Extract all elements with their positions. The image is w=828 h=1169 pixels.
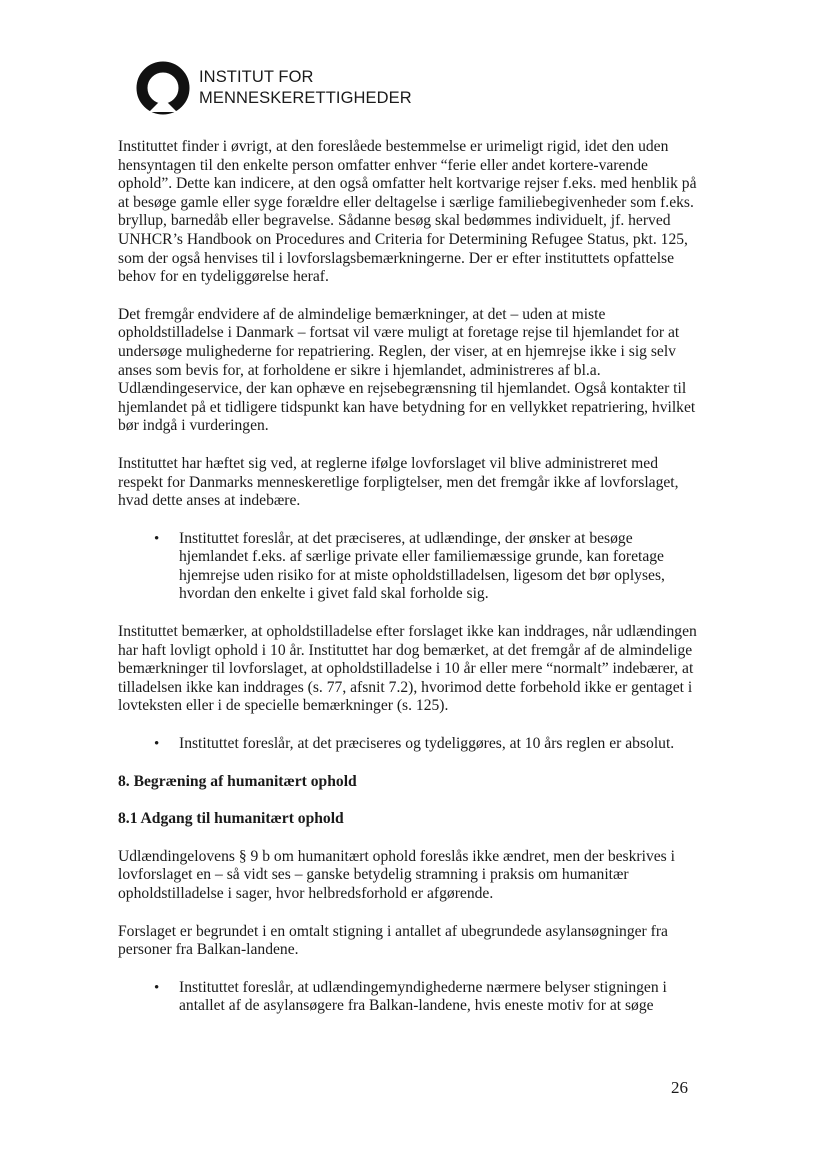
document-body xyxy=(118,138,698,1035)
bullet-item-1 xyxy=(118,530,698,604)
paragraph-4: Instituttet bemærker, at opholdstilladelse efter forslaget ikke kan inddrages, når udlændingen har haft lovligt ophold i 10 år. Instituttet har dog bemærket, at det fremgår af de almindelige bemærkninger til lovforslaget, at opholdstilladelse i 10 år eller mere “normalt” indebærer, at tilladelsen ikke kan inddrages (s. 77, afsnit 7.2), hvorimod dette forbehold ikke er gentaget i lovteksten eller i de specielle bemærkninger (s. 125). xyxy=(118,623,697,715)
bullet-glyph: • xyxy=(154,530,160,547)
institute-logo-icon xyxy=(135,60,191,116)
institute-name-line1: INSTITUT FOR xyxy=(199,68,314,86)
bullet-glyph: • xyxy=(154,979,160,996)
section-heading-8: 8. Begræning af humanitært ophold xyxy=(118,772,357,790)
institute-name-line2: MENNESKERETTIGHEDER xyxy=(199,89,412,107)
paragraph-3: Instituttet har hæftet sig ved, at reglerne ifølge lovforslaget vil blive administreret med respekt for Danmarks menneskeretlige forpligtelser, men det fremgår ikke af lovforslaget, hvad dette anses at indebære. xyxy=(118,454,679,510)
paragraph-1: Instituttet finder i øvrigt, at den foreslåede bestemmelse er urimeligt rigid, idet den uden hensyntagen til den enkelte person omfatter enhver “ferie eller andet kortere-varende ophold”. Dette kan indicere, at den også omfatter helt kortvarige rejser f.eks. med henblik på at besøge gamle eller syge forældre eller deltagelse i særlige familiebegivenheder som f.eks. bryllup, barnedåb eller begravelse. Sådanne besøg skal bedømmes individuelt, jf. herved UNHCR’s Handbook on Procedures and Criteria for Determining Refugee Status, pkt. 125, som der også henvises til i lovforslagsbemærkningerne. Der er efter instituttets opfattelse behov for en tydeliggørelse heraf. xyxy=(118,138,697,286)
bullet-item-2 xyxy=(118,735,698,754)
institute-name xyxy=(199,67,412,109)
paragraph-2: Det fremgår endvidere af de almindelige bemærkninger, at det – uden at miste opholdstilladelse i Danmark – fortsat vil være muligt at foretage rejse til hjemlandet for at undersøge mulighederne for repatriering. Reglen, der viser, at en hjemrejse ikke i sig selv anses som bevis for, at forholdene er sikre i hjemlandet, administreres af bl.a. Udlændingeservice, der kan ophæve en rejsebegrænsning til hjemlandet. Også kontakter til hjemlandet på et tidligere tidspunkt kan have betydning for en vellykket repatriering, hvilket bør indgå i vurderingen. xyxy=(118,305,696,435)
bullet-item-3 xyxy=(118,979,698,1016)
bullet-glyph: • xyxy=(154,736,160,753)
bullet-text-2: Instituttet foreslår, at det præciseres og tydeliggøres, at 10 års reglen er absolut. xyxy=(179,735,675,753)
paragraph-5: Udlændingelovens § 9 b om humanitært ophold foreslås ikke ændret, men der beskrives i lovforslaget en – så vidt ses – ganske betydelig stramning i praksis om humanitær opholdstilladelse i sager, hvor helbredsforhold er afgørende. xyxy=(118,847,675,902)
page-number: 26 xyxy=(671,1078,688,1097)
paragraph-6: Forslaget er begrundet i en omtalt stigning i antallet af ubegrundede asylansøgninger fra personer fra Balkan-landene. xyxy=(118,922,668,959)
bullet-text-1: Instituttet foreslår, at det præciseres, at udlændinge, der ønsker at besøge hjemlandet f.eks. af særlige private eller familiemæssige grunde, kan foretage hjemrejse uden risiko for at miste opholdstilladelsen, ligesom det bør oplyses, hvordan den enkelte i givet fald skal forholde sig. xyxy=(179,529,665,603)
institute-logo xyxy=(135,60,412,116)
bullet-text-3: Instituttet foreslår, at udlændingemyndighederne nærmere belyser stigningen i antallet af de asylansøgere fra Balkan-landene, hvis eneste motiv for at søge xyxy=(179,978,667,1015)
subsection-heading-8-1: 8.1 Adgang til humanitært ophold xyxy=(118,810,344,828)
